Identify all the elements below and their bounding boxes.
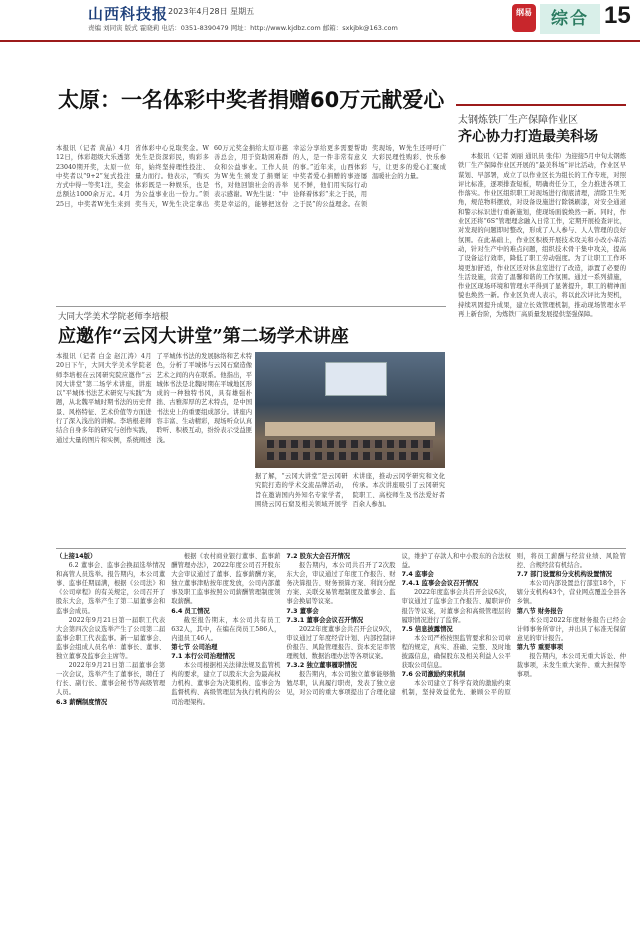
page-number: 15 (604, 2, 631, 29)
notice-heading: 6.3 薪酬制度情况 (56, 698, 108, 706)
editor-line: 责编 刘同寅 版式 霍晓莉 电话：0351-8390479 网址：http://www.kjdbz.com 邮箱：sxkjbk@163.com (88, 24, 398, 32)
notice-heading: 7.5 信息披露情况 (401, 625, 453, 633)
notice-heading: 7.3.2 独立董事履职情况 (286, 662, 357, 670)
notice-paragraph: 本公司根据相关法律法规及监管机构的要求，建立了以股东大会为最高权力机构、董事会为决策机构、监事会为监督机构、高级管理层为执行机构的公司治理架构。 (171, 662, 281, 706)
notice-paragraph: 2022年9月21日第一届职工代表大会第四次会议选举产生了公司第二届监事会职工代表监事。新一届董事会、监事会组成人员名单：董事长、董事、独立董事及监事会主席等。 (56, 616, 166, 661)
notice-paragraph: 本公司内部设置总行部室18个，下辖分支机构43个，营业网点覆盖全县各乡镇。 (516, 580, 626, 606)
article1-body: 本报讯（记者 黄晶）4月12日，体彩超级大乐透第23040期开奖，太原一位中奖者以“9+2”复式投注方式中得一等奖1注，奖金总额达1000余万元。4月25日，中奖者W先生来到省体彩中心兑取奖金。W先生是资深彩民，购彩多年，始终坚持理性投注、量力而行。他表示，“购买体彩既是一种娱乐，也是为公益事业出一份力。”领奖当天，W先生决定拿出60万元奖金捐给太原市慈善总会，用于资助困难群众和公益事业。工作人员为W先生颁发了捐赠证书，对他回馈社会的善举表示感谢。W先生说：“中奖是幸运的，能够把这份幸运分享给更多需要帮助的人，是一件非常有意义的事。”近年来，山西体彩中奖者爱心捐赠的事迹屡见不鲜，他们用实际行动诠释着体彩“来之于民，用之于民”的公益理念。在领奖现场，W先生还呼吁广大彩民理性购彩、快乐参与，让更多的爱心汇聚成温暖社会的力量。 (56, 145, 446, 208)
issue-date: 2023年4月28日 星期五 (168, 7, 255, 16)
masthead (0, 0, 640, 42)
notice-heading: 7.3 董事会 (286, 607, 319, 615)
notice-heading: 第九节 重要事项 (516, 643, 564, 651)
notice-heading: 7.6 公司激励约束机制 (401, 671, 466, 679)
article2-kicker: 大同大学美术学院老师李培根 (58, 312, 169, 322)
article1-headline: 太原：一名体彩中奖者捐赠60万元献爱心 (58, 88, 445, 112)
article2-body-continued: 据了解，“云冈大讲堂”是云冈研究院打造的学术交流品牌活动，旨在邀请国内外知名专家学者，围绕云冈石窟及相关领域开展学术讲座，推动云冈学研究和文化传承。本次讲座吸引了云冈研究院职工、高校师生及书法爱好者百余人参加。 (255, 473, 445, 508)
notice-heading: 7.2 股东大会召开情况 (286, 553, 351, 560)
right-article-paragraph: 本报讯（记者 刘丽 通讯员 张伟）为迎接5月中旬太钢炼铁厂生产保障作业区开展的“最美科场”评比活动，作业区早谋划、早部署，成立了以作业区长为组长的工作专班，对照评比标准，逐项排查短板，明确责任分工，全力推进各项工作落实。作业区组织职工对现场进行彻底清理，清除卫生死角，规范物料摆放，对设备设施进行除锈刷漆，对安全通道和警示标识进行重新施划，使现场面貌焕然一新。同时，作业区还将“6S”管理理念融入日常工作，定期开展检查评比，对发现的问题即时整改，形成了人人参与、人人管理的良好氛围。在此基础上，作业区积极开展技术攻关和小改小革活动，针对生产中的难点问题，组织技术骨干集中攻关，提高了设备运行效率，降低了职工劳动强度。为了让职工工作环境更加舒适，作业区还对休息室进行了改造，添置了必要的生活设施，营造了温馨和谐的工作氛围。通过一系列措施，作业区现场环境和管理水平得到了显著提升，职工的精神面貌也焕然一新。作业区负责人表示，将以此次评比为契机，持续巩固提升成果，建立长效管理机制，推动现场管理水平再上新台阶，为炼铁厂高质量发展提供坚强保障。 (458, 153, 626, 319)
notice-heading: 第七节 公司治理 (171, 643, 218, 651)
annual-report-notice (56, 552, 626, 918)
net-logo-icon: 纲易 (512, 4, 536, 32)
notice-heading: （上接14版） (56, 553, 97, 560)
notice-heading: 7.1 本行公司治理情况 (171, 653, 235, 661)
notice-paragraph: 6.2 董事会、监事会换届选举情况和高管人员选举。报告期内，本公司董事、监事任期届满，根据《公司法》和《公司章程》的有关规定，公司召开了股东大会，选举产生了第二届董事会和监事会成员。 (56, 562, 166, 615)
notice-heading: 7.3.1 董事会会议召开情况 (286, 616, 364, 624)
notice-paragraph: 报告期内，本公司独立董事能够勤勉尽职，认真履行职责，发表了独立意见，对公司的重大事项提出了合理化建议，维护了存款人和中小股东的合法权益。 (286, 553, 511, 697)
notice-paragraph: 报告期内，本公司无重大诉讼、仲裁事项，未发生重大案件、重大担保等事项。 (516, 653, 626, 679)
projection-screen (325, 362, 387, 396)
right-article-kicker: 太钢炼铁厂生产保障作业区 (458, 115, 578, 126)
conference-table (265, 422, 435, 436)
notice-paragraph: 本公司严格按照监管要求和公司章程的规定，真实、准确、完整、及时地披露信息，确保股东及相关利益人公平获取公司信息。 (401, 634, 511, 670)
newspaper-logo: 山西科技报 (88, 5, 169, 23)
right-article-rule (456, 104, 626, 106)
notice-paragraph: 本公司建立了科学有效的激励约束机制，坚持效益优先、兼顾公平的原则，将员工薪酬与经营业绩、风险管控、合规经营有机结合。 (401, 553, 626, 697)
audience-row (267, 440, 433, 448)
notice-paragraph: 2022年度董事会共召开会议9次，审议通过了年度经营计划、内部控制评价报告、风险管理报告、资本充足率管理规划、数据治理办法等各项议案。 (286, 625, 396, 661)
audience-row (267, 452, 433, 460)
notice-paragraph: 报告期内，本公司共召开了2次股东大会，审议通过了年度工作报告、财务决算报告、财务预算方案、利润分配方案、关联交易管理制度及董事会、监事会换届等议案。 (286, 562, 396, 606)
lecture-photo (255, 352, 445, 468)
notice-paragraph: 本公司2022年度财务报告已经会计师事务所审计，并出具了标准无保留意见的审计报告。 (516, 616, 626, 642)
notice-paragraph: 2022年度监事会共召开会议6次，审议通过了监事会工作报告、履职评价报告等议案，对董事会和高级管理层的履职情况进行了监督。 (401, 589, 511, 624)
notice-heading: 6.4 员工情况 (171, 607, 210, 615)
right-article-headline: 齐心协力打造最美科场 (458, 129, 598, 145)
divider (56, 306, 446, 307)
notice-heading: 7.4 监事会 (401, 571, 434, 579)
divider (56, 548, 626, 549)
notice-paragraph: 根据《农村商业银行董事、监事薪酬管理办法》，2022年度公司召开股东大会审议通过了董事、监事薪酬方案，独立董事津贴按年度发放，公司内部董事及职工监事按照公司薪酬管理制度领取薪酬。 (171, 553, 281, 606)
notice-paragraph: 2022年9月21日第二届董事会第一次会议，选举产生了董事长，聘任了行长、副行长、董事会秘书等高级管理人员。 (56, 662, 166, 697)
notice-heading: 7.4.1 监事会会议召开情况 (401, 580, 479, 588)
notice-heading: 7.7 部门设置和分支机构设置情况 (516, 571, 612, 579)
notice-heading: 第八节 财务报告 (516, 607, 564, 615)
article2-headline: 应邀作“云冈大讲堂”第二场学术讲座 (58, 326, 349, 347)
article2-body: 本报讯（记者 白金 赵江涛）4月20日下午，大同大学美术学院老师李培根在云冈研究院应邀作“云冈大讲堂”第二场学术讲座，讲座以“平城体书法艺术研究与实践”为题，从北魏平城时期书法的历史背景、风格特征、艺术价值等方面进行了深入浅出的讲解。李培根老师结合自身多年的研究与创作实践，通过大量的图片和实例，系统阐述了平城体书法的发展脉络和艺术特色，分析了平城体与云冈石窟造像艺术之间的内在联系。他指出，平城体书法是北魏时期在平城地区形成的一种独特书风，具有雄强朴拙、古雅浑厚的艺术特点，是中国书法史上的重要组成部分。讲座内容丰富、生动精彩，现场听众认真聆听、积极互动，纷纷表示受益匪浅。 (56, 353, 252, 444)
notice-paragraph: 截至报告期末，本公司共有员工632人，其中，在编在岗员工586人，内退员工46人。 (171, 616, 281, 642)
section-label: 综合 (540, 4, 600, 34)
